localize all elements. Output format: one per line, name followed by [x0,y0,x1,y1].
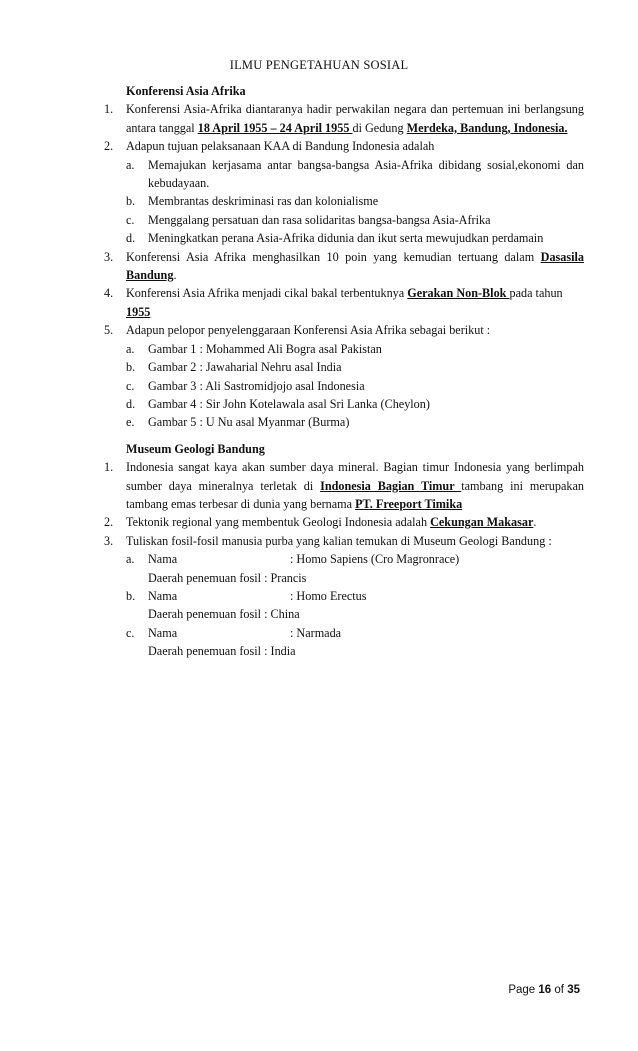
field-value: : India [264,644,296,659]
emphasis-text: Cekungan Makasar [430,515,534,530]
sub-item [104,395,584,413]
sub-letter: a. [126,157,135,172]
sub-item [104,340,584,358]
sub-letter: b. [126,360,136,375]
item-text: . [173,268,177,283]
field-label: Daerah penemuan fosil [148,570,262,585]
item-text: Konferensi Asia-Afrika diantaranya hadir perwakilan negara dan pertemuan ini berlangsung antara tanggal [126,102,584,135]
item-number: 1. [104,102,114,117]
sub-letter: c. [126,625,135,640]
fossil-entry [104,550,584,587]
page-number: 16 [538,984,552,996]
emphasis-text: Gerakan Non-Blok [407,286,510,301]
item-text: Tuliskan fosil-fosil manusia purba yang kalian temukan di Museum Geologi Bandung : [126,533,552,548]
sub-text: Gambar 5 : U Nu asal Myanmar (Burma) [148,415,350,430]
list-item [104,248,584,285]
field-label: Nama [148,552,178,567]
item-text: . [533,515,537,530]
page-total: 35 [567,984,580,996]
sub-text: Menggalang persatuan dan rasa solidaritas bangsa-bangsa Asia-Afrika [148,212,491,227]
field-label: Nama [148,625,178,640]
sub-text: Membrantas deskriminasi ras dan kolonialisme [148,194,379,209]
fossil-entry [104,587,584,624]
field-value: : China [264,607,300,622]
item-number: 5. [104,323,114,338]
field-value: : Narmada [290,625,342,640]
item-text: Konferensi Asia Afrika menjadi cikal bakal terbentuknya [126,286,408,301]
sub-letter: b. [126,588,136,603]
sub-letter: c. [126,212,135,227]
item-text: Indonesia sangat kaya akan sumber daya mineral. Bagian timur Indonesia yang berlimpah sumber daya mineralnya terletak di [126,460,584,493]
emphasis-text: Merdeka, Bandung, Indonesia. [406,120,568,135]
sub-text: Gambar 2 : Jawaharial Nehru asal India [148,360,342,375]
list-item [104,284,584,321]
item-text: Konferensi Asia Afrika menghasilkan 10 poin yang kemudian tertuang dalam [126,249,541,264]
sub-item [104,413,584,431]
field-label: Daerah penemuan fosil [148,644,262,659]
emphasis-text: Dasasila Bandung [126,249,584,283]
item-text: pada tahun [509,286,563,301]
list-item [104,137,584,155]
field-label: Daerah penemuan fosil [148,607,262,622]
page-word: Page [508,984,536,996]
sub-text: Memajukan kerjasama antar bangsa-bangsa Asia-Afrika dibidang sosial,ekonomi dan kebudayaan. [148,157,584,191]
sub-letter: d. [126,231,136,246]
sub-letter: a. [126,552,135,567]
sub-text: Meningkatkan perana Asia-Afrika didunia dan ikut serta mewujudkan perdamain [148,231,544,246]
list-item [104,321,584,339]
fossil-entry [104,624,584,661]
field-value: : Homo Erectus [290,588,367,603]
sub-letter: b. [126,194,136,209]
section-heading: Museum Geologi Bandung [126,441,265,456]
item-text: tambang ini merupakan tambang emas terbesar di dunia yang bernama [126,478,584,511]
field-label: Nama [148,588,178,603]
item-number: 3. [104,533,114,548]
sub-item [104,229,584,247]
item-number: 3. [104,249,114,264]
sub-item [104,211,584,229]
list-item [104,100,584,137]
section-heading: Konferensi Asia Afrika [126,84,246,98]
field-value: : Prancis [264,570,307,585]
sub-item [104,377,584,395]
item-text: di Gedung [352,120,407,135]
sub-letter: d. [126,396,136,411]
item-text: Adapun tujuan pelaksanaan KAA di Bandung Indonesia adalah [126,139,435,154]
sub-letter: a. [126,341,135,356]
emphasis-text: 1955 [126,304,151,319]
item-text: Tektonik regional yang membentuk Geologi Indonesia adalah [126,515,431,530]
emphasis-text: 18 April 1955 – 24 April 1955 [197,120,353,135]
item-number: 4. [104,286,114,301]
list-item [104,458,584,513]
item-number: 1. [104,460,114,475]
sub-text: Gambar 1 : Mohammed Ali Bogra asal Pakistan [148,341,382,356]
emphasis-text: Indonesia Bagian Timur [320,478,462,493]
sub-text: Gambar 4 : Sir John Kotelawala asal Sri Lanka (Cheylon) [148,396,430,411]
emphasis-text: PT. Freeport Timika [355,496,463,511]
list-item [104,513,584,531]
document-body [104,82,584,661]
sub-letter: e. [126,415,135,430]
sub-item [104,156,584,193]
sub-letter: c. [126,378,135,393]
item-text: Adapun pelopor penyelenggaraan Konferensi Asia Afrika sebagai berikut : [126,323,491,338]
page-title: ILMU PENGETAHUAN SOSIAL [229,58,409,72]
item-number: 2. [104,139,114,154]
page-footer [508,984,580,996]
sub-item [104,358,584,376]
sub-item [104,192,584,210]
list-item [104,532,584,550]
field-value: : Homo Sapiens (Cro Magronrace) [290,552,460,567]
item-number: 2. [104,515,114,530]
of-word: of [554,984,564,996]
sub-text: Gambar 3 : Ali Sastromidjojo asal Indonesia [148,378,365,393]
